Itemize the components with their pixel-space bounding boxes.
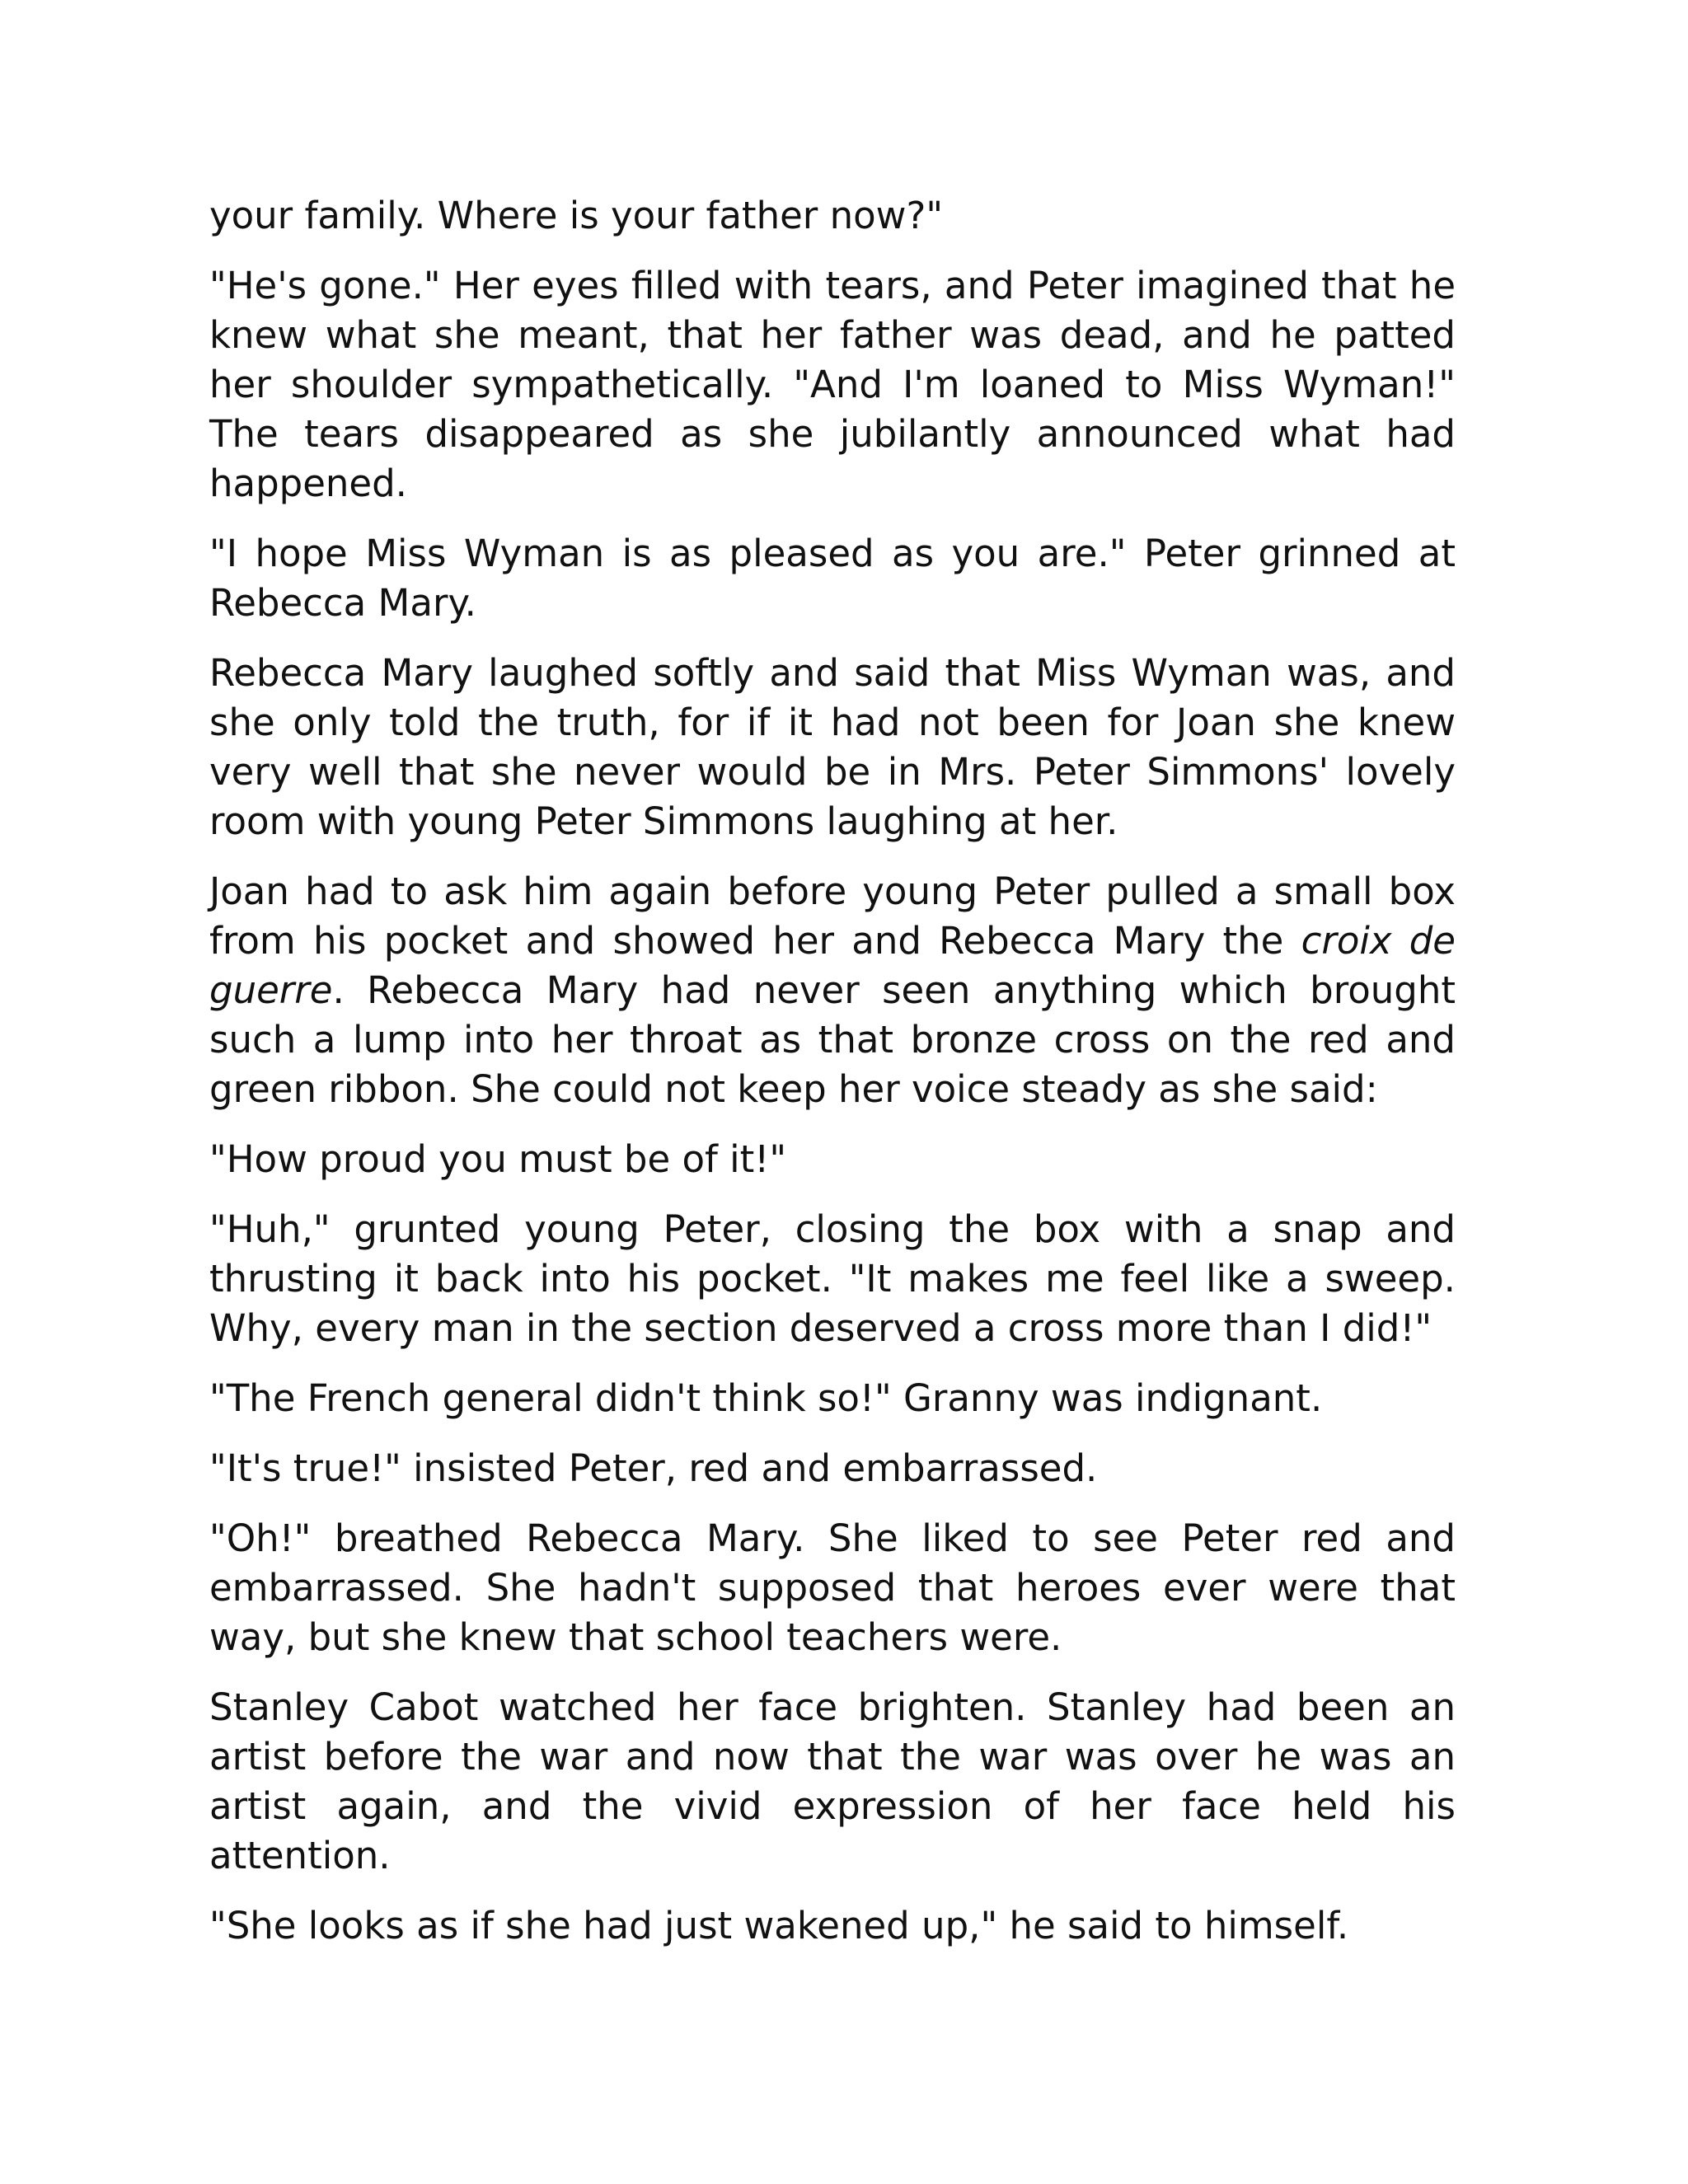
text-segment: "She looks as if she had just wakened up," he said to himself.	[209, 1904, 1349, 1947]
text-segment: "The French general didn't think so!" Granny was indignant.	[209, 1376, 1323, 1420]
italic-phrase: croix de guerre	[209, 919, 1456, 1012]
paragraph-8	[209, 1374, 1456, 1423]
text-segment: "It's true!" insisted Peter, red and embarrassed.	[209, 1446, 1098, 1490]
paragraph-1	[209, 191, 1456, 241]
paragraph-2	[209, 261, 1456, 509]
paragraph-7	[209, 1205, 1456, 1353]
paragraph-11	[209, 1683, 1456, 1881]
text-segment: "Oh!" breathed Rebecca Mary. She liked to see Peter red and embarrassed. She hadn't supposed that heroes ever were that way, but she knew that school teachers were.	[209, 1516, 1456, 1659]
text-segment: Joan had to ask him again before young Peter pulled a small box from his pocket and showed her and Rebecca Mary the	[209, 869, 1456, 963]
text-segment: Rebecca Mary laughed softly and said that Miss Wyman was, and she only told the truth, for if it had not been for Joan she knew very well that she never would be in Mrs. Peter Simmons' lovely room with young Peter Simmons laughing at her.	[209, 651, 1456, 843]
paragraph-9	[209, 1444, 1456, 1493]
paragraph-4	[209, 649, 1456, 846]
paragraph-5	[209, 867, 1456, 1114]
text-segment: "How proud you must be of it!"	[209, 1137, 787, 1181]
body-text	[209, 191, 1456, 1971]
paragraph-12	[209, 1901, 1456, 1951]
paragraph-10	[209, 1514, 1456, 1662]
text-segment: . Rebecca Mary had never seen anything which brought such a lump into her throat as that bronze cross on the red and green ribbon. She could not keep her voice steady as she said:	[209, 968, 1456, 1111]
paragraph-6	[209, 1135, 1456, 1184]
text-segment: "He's gone." Her eyes filled with tears, and Peter imagined that he knew what she meant, that her father was dead, and he patted her shoulder sympathetically. "And I'm loaned to Miss Wyman!" The tears disappeared as she jubilantly announced what had happened.	[209, 264, 1456, 505]
paragraph-3	[209, 529, 1456, 628]
text-segment: Stanley Cabot watched her face brighten. Stanley had been an artist before the war and now that the war was over he was an artist again, and the vivid expression of her face held his attention.	[209, 1685, 1456, 1877]
text-segment: "I hope Miss Wyman is as pleased as you are." Peter grinned at Rebecca Mary.	[209, 532, 1456, 625]
text-segment: your family. Where is your father now?"	[209, 194, 944, 237]
text-segment: "Huh," grunted young Peter, closing the box with a snap and thrusting it back into his pocket. "It makes me feel like a sweep. Why, every man in the section deserved a cross more than I did!"	[209, 1207, 1456, 1350]
